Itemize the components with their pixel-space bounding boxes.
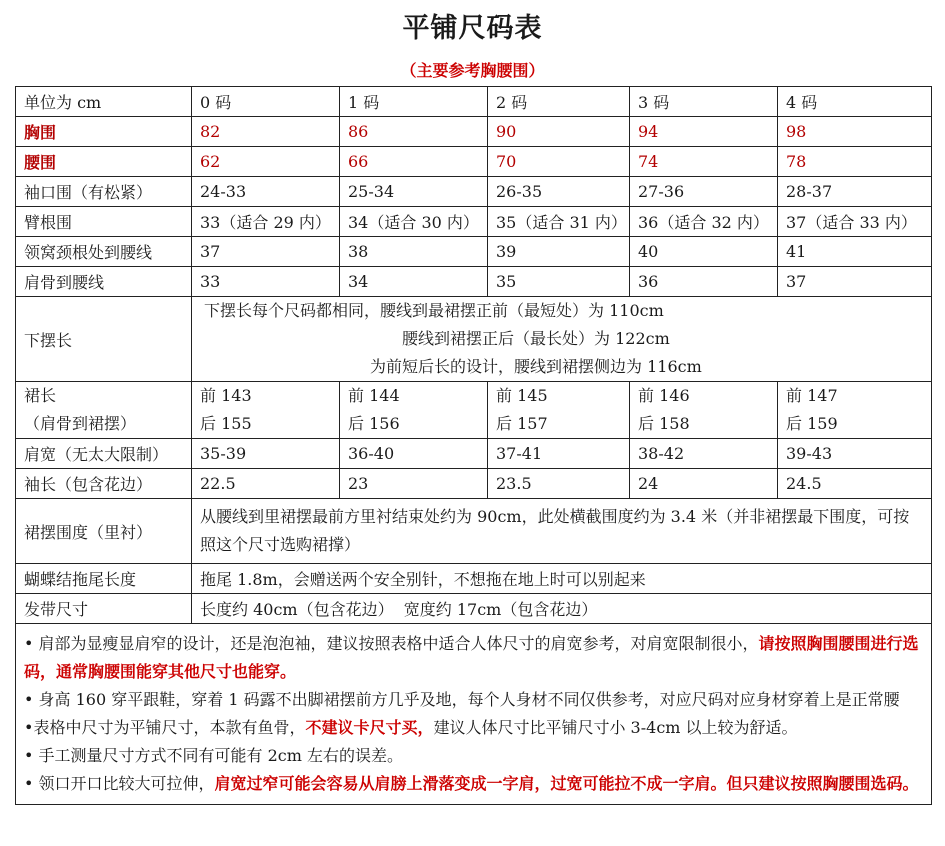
- table-row-bow: [16, 564, 932, 594]
- hairband-description: 长度约 40cm（包含花边） 宽度约 17cm（包含花边）: [192, 594, 932, 624]
- table-cell: 22.5: [192, 469, 340, 499]
- table-cell: 82: [192, 117, 340, 147]
- table-row-sleeve-length: [16, 469, 932, 499]
- notes-row: [16, 624, 932, 805]
- row-label: [16, 382, 192, 439]
- table-cell: 23: [340, 469, 488, 499]
- hem-description: [192, 297, 932, 382]
- table-cell: 66: [340, 147, 488, 177]
- page-subtitle: （主要参考胸腰围）: [400, 61, 545, 80]
- table-cell: 24: [630, 469, 778, 499]
- table-cell: 37: [192, 237, 340, 267]
- table-cell: 36（适合 32 内）: [630, 207, 778, 237]
- header-cell: 4 码: [778, 87, 932, 117]
- note-highlight: 请按照胸围腰围进行选码，通常胸腰围能穿其他尺寸也能穿。: [24, 634, 919, 681]
- table-cell: 36: [630, 267, 778, 297]
- back-value: 后 155: [200, 414, 252, 433]
- back-value: 后 156: [348, 414, 400, 433]
- back-value: 后 157: [496, 414, 548, 433]
- table-cell: 33: [192, 267, 340, 297]
- table-cell: 36-40: [340, 439, 488, 469]
- table-cell: 23.5: [488, 469, 630, 499]
- row-label: 肩宽（无太大限制）: [16, 439, 192, 469]
- row-label: 袖口围（有松紧）: [16, 177, 192, 207]
- row-label: 下摆长: [16, 297, 192, 382]
- table-cell: 33（适合 29 内）: [192, 207, 340, 237]
- table-row-skirt-length: [16, 382, 932, 439]
- note-5: [24, 770, 923, 798]
- table-row-cuff: [16, 177, 932, 207]
- header-cell: 2 码: [488, 87, 630, 117]
- front-value: 前 147: [786, 386, 838, 405]
- table-row-hem: [16, 297, 932, 382]
- table-header-row: [16, 87, 932, 117]
- note-1: [24, 630, 923, 686]
- table-cell: 24.5: [778, 469, 932, 499]
- table-cell: 34: [340, 267, 488, 297]
- back-value: 后 158: [638, 414, 690, 433]
- table-cell: 74: [630, 147, 778, 177]
- table-cell: 39-43: [778, 439, 932, 469]
- table-cell: 78: [778, 147, 932, 177]
- row-label: 裙摆围度（里衬）: [16, 499, 192, 564]
- front-value: 前 144: [348, 386, 400, 405]
- hem-line: 下摆长每个尺码都相同，腰线到最裙摆正前（最短处）为 110cm: [204, 301, 664, 320]
- table-row-skirt-hem-circumference: [16, 499, 932, 564]
- table-cell: 35-39: [192, 439, 340, 469]
- table-cell: 37: [778, 267, 932, 297]
- table-cell: 94: [630, 117, 778, 147]
- table-cell: 62: [192, 147, 340, 177]
- note-text: •表格中尺寸为平铺尺寸，本款有鱼骨，: [24, 718, 306, 737]
- row-label: 腰围: [16, 147, 192, 177]
- table-row-shoulder-width: [16, 439, 932, 469]
- row-label: 肩骨到腰线: [16, 267, 192, 297]
- header-cell: 3 码: [630, 87, 778, 117]
- row-label: 臂根围: [16, 207, 192, 237]
- table-cell: 35（适合 31 内）: [488, 207, 630, 237]
- table-cell: 98: [778, 117, 932, 147]
- table-cell: 25-34: [340, 177, 488, 207]
- header-cell: 0 码: [192, 87, 340, 117]
- page-title: 平铺尺码表: [402, 13, 543, 44]
- notes-section: [16, 624, 932, 805]
- skirt-hem-description: 从腰线到里裙摆最前方里衬结束处约为 90cm，此处横截围度约为 3.4 米（并非裙摆最下围度，可按照这个尺寸选购裙撑）: [192, 499, 932, 564]
- table-cell: 41: [778, 237, 932, 267]
- note-highlight: 不建议卡尺寸买，: [305, 718, 434, 737]
- table-cell: [192, 382, 340, 439]
- table-row-waist: [16, 147, 932, 177]
- note-2: • 身高 160 穿平跟鞋，穿着 1 码露不出脚裙摆前方几乎及地，每个人身材不同仅供参考，对应尺码对应身材穿着上是正常腰: [24, 690, 900, 709]
- table-cell: 35: [488, 267, 630, 297]
- table-row-shoulder-to-waist: [16, 267, 932, 297]
- row-label: 蝴蝶结拖尾长度: [16, 564, 192, 594]
- note-highlight: 肩宽过窄可能会容易从肩膀上滑落变成一字肩，过宽可能拉不成一字肩。但只建议按照胸腰围选码。: [214, 774, 919, 793]
- table-cell: 40: [630, 237, 778, 267]
- row-label: 胸围: [16, 117, 192, 147]
- table-row-bust: [16, 117, 932, 147]
- front-value: 前 145: [496, 386, 548, 405]
- front-value: 前 146: [638, 386, 690, 405]
- table-cell: 70: [488, 147, 630, 177]
- note-text: 建议人体尺寸比平铺尺寸小 3-4cm 以上较为舒适。: [433, 718, 798, 737]
- table-cell: 86: [340, 117, 488, 147]
- bow-description: 拖尾 1.8m，会赠送两个安全别针，不想拖在地上时可以别起来: [192, 564, 932, 594]
- row-label-line: （肩骨到裙摆）: [24, 414, 137, 433]
- table-cell: [778, 382, 932, 439]
- table-cell: 34（适合 30 内）: [340, 207, 488, 237]
- front-value: 前 143: [200, 386, 252, 405]
- note-3: [24, 714, 923, 742]
- note-text: • 肩部为显瘦显肩窄的设计，还是泡泡袖，建议按照表格中适合人体尺寸的肩宽参考，对肩宽限制很小，: [24, 634, 759, 653]
- row-label-line: 裙长: [24, 386, 57, 405]
- hem-line: 腰线到裙摆正后（最长处）为 122cm: [402, 329, 670, 348]
- table-cell: 37（适合 33 内）: [778, 207, 932, 237]
- table-cell: 26-35: [488, 177, 630, 207]
- table-cell: [488, 382, 630, 439]
- table-cell: [630, 382, 778, 439]
- row-label: 发带尺寸: [16, 594, 192, 624]
- table-row-neck-to-waist: [16, 237, 932, 267]
- hem-line: 为前短后长的设计，腰线到裙摆侧边为 116cm: [370, 357, 702, 376]
- table-cell: 38-42: [630, 439, 778, 469]
- note-text: • 领口开口比较大可拉伸，: [24, 774, 215, 793]
- table-cell: 38: [340, 237, 488, 267]
- row-label: 袖长（包含花边）: [16, 469, 192, 499]
- note-4: • 手工测量尺寸方式不同有可能有 2cm 左右的误差。: [24, 746, 404, 765]
- table-cell: 24-33: [192, 177, 340, 207]
- table-row-hairband: [16, 594, 932, 624]
- table-cell: 39: [488, 237, 630, 267]
- table-cell: 28-37: [778, 177, 932, 207]
- table-cell: [340, 382, 488, 439]
- table-cell: 90: [488, 117, 630, 147]
- header-cell: 1 码: [340, 87, 488, 117]
- row-label: 领窝颈根处到腰线: [16, 237, 192, 267]
- header-cell: 单位为 cm: [16, 87, 192, 117]
- table-row-armhole: [16, 207, 932, 237]
- table-cell: 37-41: [488, 439, 630, 469]
- table-cell: 27-36: [630, 177, 778, 207]
- back-value: 后 159: [786, 414, 838, 433]
- size-table: [15, 86, 932, 805]
